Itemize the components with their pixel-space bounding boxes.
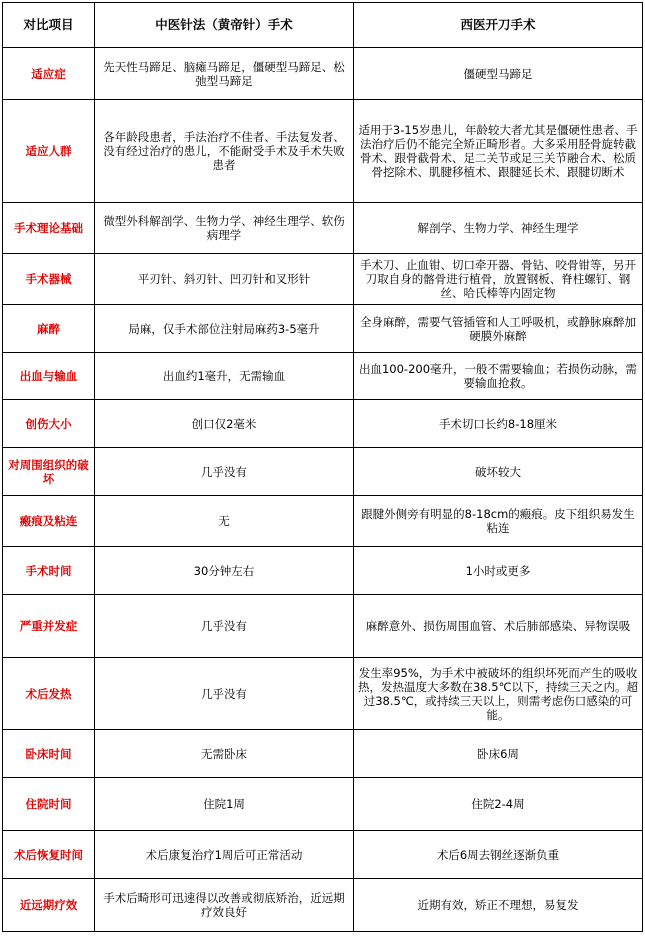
table-header-row bbox=[3, 3, 643, 48]
header-tcm: 中医针法（黄帝针）手术 bbox=[95, 3, 354, 48]
table-row bbox=[3, 400, 643, 448]
table-row bbox=[3, 730, 643, 778]
row-western: 全身麻醉，需要气管插管和人工呼吸机，或静脉麻醉加硬膜外麻醉 bbox=[354, 305, 643, 353]
row-tcm: 几乎没有 bbox=[95, 658, 354, 730]
row-item: 适应人群 bbox=[3, 100, 95, 203]
row-tcm: 局麻，仅手术部位注射局麻药3-5毫升 bbox=[95, 305, 354, 353]
row-item: 术后恢复时间 bbox=[3, 831, 95, 879]
table-row bbox=[3, 203, 643, 254]
row-item: 手术理论基础 bbox=[3, 203, 95, 254]
row-western: 近期有效，矫正不理想，易复发 bbox=[354, 879, 643, 932]
table-row bbox=[3, 547, 643, 595]
row-item: 手术器械 bbox=[3, 254, 95, 305]
comparison-table bbox=[2, 2, 643, 932]
row-item: 创伤大小 bbox=[3, 400, 95, 448]
row-western: 手术切口长约8-18厘米 bbox=[354, 400, 643, 448]
row-western: 出血100-200毫升，一般不需要输血；若损伤动脉，需要输血抢救。 bbox=[354, 353, 643, 400]
row-tcm: 无需卧床 bbox=[95, 730, 354, 778]
row-western: 卧床6周 bbox=[354, 730, 643, 778]
row-tcm: 术后康复治疗1周后可正常活动 bbox=[95, 831, 354, 879]
row-item: 卧床时间 bbox=[3, 730, 95, 778]
table-row bbox=[3, 448, 643, 496]
header-item: 对比项目 bbox=[3, 3, 95, 48]
row-item: 对周围组织的破坏 bbox=[3, 448, 95, 496]
table-row bbox=[3, 353, 643, 400]
header-western: 西医开刀手术 bbox=[354, 3, 643, 48]
table-row bbox=[3, 879, 643, 932]
row-western: 住院2-4周 bbox=[354, 778, 643, 831]
row-tcm: 先天性马蹄足、脑瘫马蹄足，僵硬型马蹄足、松弛型马蹄足 bbox=[95, 48, 354, 100]
row-item: 住院时间 bbox=[3, 778, 95, 831]
row-tcm: 30分钟左右 bbox=[95, 547, 354, 595]
row-item: 近远期疗效 bbox=[3, 879, 95, 932]
row-item: 适应症 bbox=[3, 48, 95, 100]
row-item: 手术时间 bbox=[3, 547, 95, 595]
row-item: 术后发热 bbox=[3, 658, 95, 730]
row-western: 僵硬型马蹄足 bbox=[354, 48, 643, 100]
table-row bbox=[3, 831, 643, 879]
table-row bbox=[3, 595, 643, 658]
row-western: 术后6周去钢丝逐渐负重 bbox=[354, 831, 643, 879]
row-item: 瘢痕及粘连 bbox=[3, 496, 95, 547]
row-western: 跟腱外侧旁有明显的8-18cm的瘢痕。皮下组织易发生粘连 bbox=[354, 496, 643, 547]
row-western: 手术刀、止血钳、切口牵开器、骨钻、咬骨钳等，另开刀取自身的髂骨进行植骨，放置钢板、脊柱螺钉、钢丝、哈氏棒等内固定物 bbox=[354, 254, 643, 305]
table-row bbox=[3, 48, 643, 100]
row-tcm: 各年龄段患者，手法治疗不佳者、手法复发者、没有经过治疗的患儿，不能耐受手术及手术失败患者 bbox=[95, 100, 354, 203]
row-tcm: 平刃针、斜刃针、凹刃针和叉形针 bbox=[95, 254, 354, 305]
table-row bbox=[3, 658, 643, 730]
table-row bbox=[3, 305, 643, 353]
row-tcm: 出血约1毫升，无需输血 bbox=[95, 353, 354, 400]
table-row bbox=[3, 100, 643, 203]
row-tcm: 无 bbox=[95, 496, 354, 547]
row-tcm: 住院1周 bbox=[95, 778, 354, 831]
table-row bbox=[3, 496, 643, 547]
row-western: 发生率95%，为手术中被破坏的组织坏死而产生的吸收热，发热温度大多数在38.5℃以下，持续三天之内。超过38.5℃，或持续三天以上，则需考虑伤口感染的可能。 bbox=[354, 658, 643, 730]
row-tcm: 几乎没有 bbox=[95, 448, 354, 496]
row-western: 麻醉意外、损伤周围血管、术后肺部感染、异物误吸 bbox=[354, 595, 643, 658]
row-tcm: 手术后畸形可迅速得以改善或彻底矫治，近远期疗效良好 bbox=[95, 879, 354, 932]
row-item: 严重并发症 bbox=[3, 595, 95, 658]
row-item: 出血与输血 bbox=[3, 353, 95, 400]
row-western: 解剖学、生物力学、神经生理学 bbox=[354, 203, 643, 254]
row-tcm: 几乎没有 bbox=[95, 595, 354, 658]
table-row bbox=[3, 778, 643, 831]
row-western: 适用于3-15岁患儿，年龄较大者尤其是僵硬性患者、手法治疗后仍不能完全矫正畸形者。大多采用胫骨旋转截骨术、跟骨截骨术、足二关节或足三关节融合术、松质骨挖除术、肌腱移植术、跟腱延长术、跟腱切断术 bbox=[354, 100, 643, 203]
row-tcm: 创口仅2毫米 bbox=[95, 400, 354, 448]
row-item: 麻醉 bbox=[3, 305, 95, 353]
row-western: 1小时或更多 bbox=[354, 547, 643, 595]
row-tcm: 微型外科解剖学、生物力学、神经生理学、软伤病理学 bbox=[95, 203, 354, 254]
table-row bbox=[3, 254, 643, 305]
row-western: 破坏较大 bbox=[354, 448, 643, 496]
